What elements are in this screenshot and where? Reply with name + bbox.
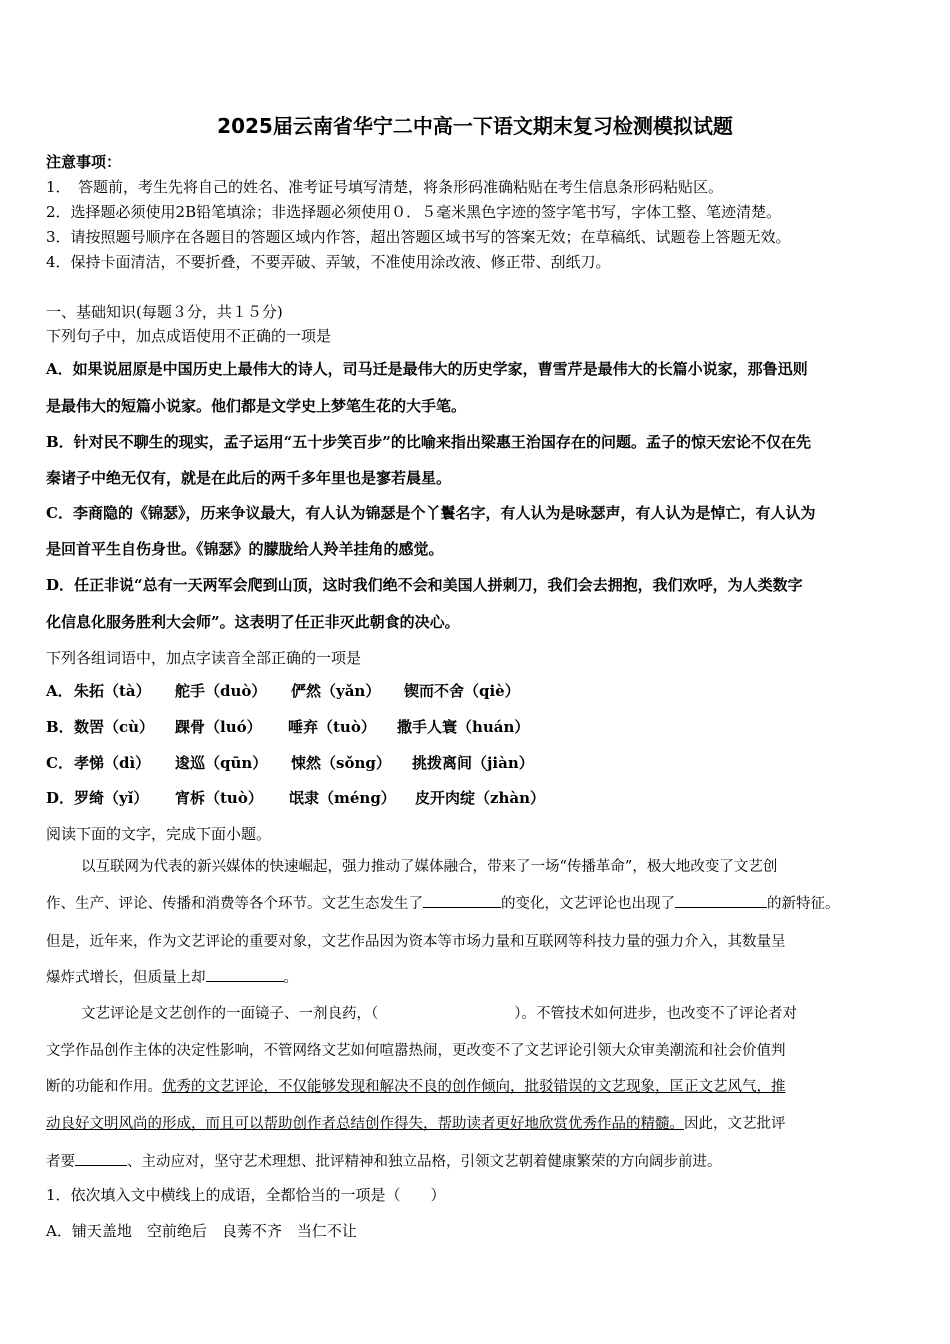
question-stem: 下列句子中，加点成语使用不正确的一项是 (46, 327, 332, 345)
pinyin-option-a: A．朱拓（tà） 舵手（duò） 俨然（yǎn） 锲而不舍（qiè） (46, 682, 520, 700)
question-option-line: C．李商隐的《锦瑟》，历来争议最大，有人认为锦瑟是个丫鬟名字，有人认为是咏瑟声，有人认为是悼亡，有人认为 (46, 504, 816, 522)
fill-blank[interactable] (423, 893, 501, 908)
question-option-line: 化信息化服务胜利大会师”。这表明了任正非灭此朝食的决心。 (46, 613, 460, 631)
question-option-line: D．任正非说“总有一天两军会爬到山顶，这时我们绝不会和美国人拼刺刀，我们会去拥抱，我们欢呼，为人类数字 (46, 576, 803, 594)
notice-heading: 注意事项： (46, 153, 122, 171)
question-option-line: 是回首平生自伤身世。《锦瑟》的朦胧给人羚羊挂角的感觉。 (46, 540, 444, 558)
underlined-sentence: 动良好文明风尚的形成，而且可以帮助创作者总结创作得失，帮助读者更好地欣赏优秀作品的精髓。 (46, 1116, 684, 1132)
passage-line: 爆炸式增长，但质量上却 。 (46, 967, 298, 989)
notice-item: 2．选择题必须使用2B铅笔填涂；非选择题必须使用０．５毫米黑色字迹的签字笔书写，字体工整、笔迹清楚。 (46, 203, 782, 221)
pinyin-option-d: D．罗绮（yǐ） 宵柝（tuò） 氓隶（méng） 皮开肉绽（zhàn） (46, 789, 546, 807)
passage-line: 文学作品创作主体的决定性影响，不管网络文艺如何喧嚣热闹，更改变不了文艺评论引领大众审美潮流和社会价值判 (46, 1043, 786, 1059)
pinyin-option-b: B．数罟（cù） 踝骨（luó） 唾弃（tuò） 撒手人寰（huán） (46, 718, 530, 736)
question-option-line: 秦诸子中绝无仅有，就是在此后的两千多年里也是寥若晨星。 (46, 469, 452, 487)
question-stem: 下列各组词语中，加点字读音全部正确的一项是 (46, 649, 362, 667)
passage-line: 作、生产、评论、传播和消费等各个环节。文艺生态发生了 的变化，文艺评论也出现了 的新特征。 (46, 893, 840, 915)
question-stem: 1．依次填入文中横线上的成语，全都恰当的一项是（ ） (46, 1186, 446, 1204)
pinyin-option-c: C．孝悌（dì） 逡巡（qūn） 悚然（sǒng） 挑拨离间（jiàn） (46, 754, 534, 772)
question-option-line: 是最伟大的短篇小说家。他们都是文学史上梦笔生花的大手笔。 (46, 397, 467, 415)
section-heading: 一、基础知识(每题３分，共１５分) (46, 303, 283, 321)
passage-line: 断的功能和作用。优秀的文艺评论，不仅能够发现和解决不良的创作倾向，批驳错误的文艺现象，匡正文艺风气，推 (46, 1079, 786, 1095)
page-title: 2025届云南省华宁二中高一下语文期末复习检测模拟试题 (217, 114, 733, 138)
fill-blank[interactable] (75, 1151, 127, 1166)
passage-line: 者要 、主动应对，坚守艺术理想、批评精神和独立品格，引领文艺朝着健康繁荣的方向阔步前进。 (46, 1151, 722, 1173)
reading-intro: 阅读下面的文字，完成下面小题。 (46, 825, 272, 843)
notice-item: 3．请按照题号顺序在各题目的答题区域内作答，超出答题区域书写的答案无效；在草稿纸、试题卷上答题无效。 (46, 228, 791, 246)
notice-item: 4．保持卡面清洁，不要折叠，不要弄破、弄皱，不准使用涂改液、修正带、刮纸刀。 (46, 253, 611, 271)
fill-blank[interactable] (675, 893, 767, 908)
question-option-line: B．针对民不聊生的现实，孟子运用“五十步笑百步”的比喻来指出梁惠王治国存在的问题。孟子的惊天宏论不仅在先 (46, 433, 811, 451)
question-option-line: A．铺天盖地 空前绝后 良莠不齐 当仁不让 (46, 1222, 357, 1240)
passage-line: 动良好文明风尚的形成，而且可以帮助创作者总结创作得失，帮助读者更好地欣赏优秀作品的精髓。因此，文艺批评 (46, 1116, 786, 1132)
passage-line: 文艺评论是文艺创作的一面镜子、一剂良药，（ ）。不管技术如何进步，也改变不了评论者对 (81, 1006, 797, 1022)
passage-line: 但是，近年来，作为文艺评论的重要对象，文艺作品因为资本等市场力量和互联网等科技力量的强力介入，其数量呈 (46, 934, 786, 950)
underlined-sentence: 优秀的文艺评论，不仅能够发现和解决不良的创作倾向，批驳错误的文艺现象，匡正文艺风气，推 (162, 1079, 786, 1095)
question-option-line: A．如果说屈原是中国历史上最伟大的诗人，司马迁是最伟大的历史学家，曹雪芹是最伟大的长篇小说家，那鲁迅则 (46, 360, 808, 378)
notice-item: 1． 答题前，考生先将自己的姓名、准考证号填写清楚，将条形码准确粘贴在考生信息条形码粘贴区。 (46, 178, 724, 196)
passage-line: 以互联网为代表的新兴媒体的快速崛起，强力推动了媒体融合，带来了一场“传播革命”，极大地改变了文艺创 (81, 859, 778, 875)
fill-blank[interactable] (206, 967, 284, 982)
